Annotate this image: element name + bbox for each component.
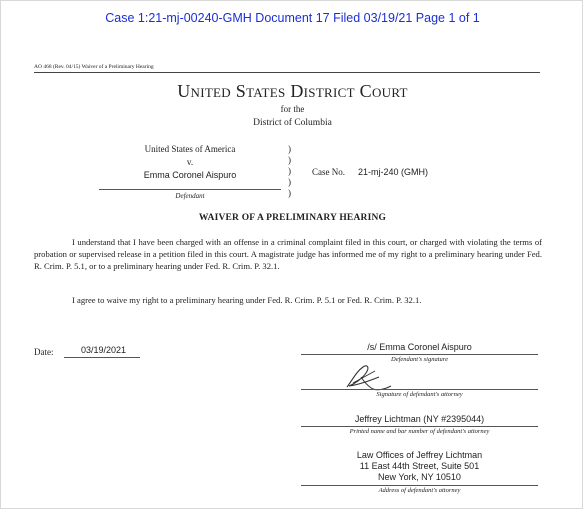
address-line-3: New York, NY 10510	[378, 472, 461, 482]
header-rule	[34, 72, 540, 73]
district-name: District of Columbia	[253, 118, 332, 128]
court-title	[1, 81, 583, 102]
caption-bracket: )	[288, 188, 291, 198]
date-rule	[64, 357, 140, 358]
attorney-name: Jeffrey Lichtman (NY #2395044)	[354, 414, 485, 424]
case-number: 21-mj-240 (GMH)	[358, 167, 429, 177]
attorney-handwritten-signature	[339, 359, 399, 393]
plaintiff-name: United States of America	[144, 144, 236, 154]
paragraph-understanding: I understand that I have been charged with an offense in a criminal complaint filed in this court, or charged with violating the terms of probation or supervised release in a petition filed in this court. A magistrate judge has informed me of my right to a preliminary hearing under Fed. R. Crim. P. 5.1, or to a preliminary hearing under Fed. R. Crim. P. 32.1.	[34, 237, 542, 271]
defendant-rule	[99, 189, 281, 190]
attorney-signature-rule	[301, 389, 538, 390]
attorney-name-rule	[301, 426, 538, 427]
court-title-text: United States District Court	[177, 81, 408, 101]
address-label: Address of defendant's attorney	[378, 487, 461, 494]
defendant-signature: /s/ Emma Coronel Aispuro	[367, 342, 472, 352]
defendant-signature-rule	[301, 354, 538, 355]
caption-bracket: )	[288, 155, 291, 165]
ecf-header: Case 1:21-mj-00240-GMH Document 17 Filed 03/19/21 Page 1 of 1	[105, 11, 480, 25]
defendant-label: Defendant	[175, 192, 205, 200]
address-rule	[301, 485, 538, 486]
date-value: 03/19/2021	[81, 345, 127, 355]
address-line-2: 11 East 44th Street, Suite 501	[359, 461, 480, 471]
case-number-label: Case No.	[312, 167, 345, 177]
caption-bracket: )	[288, 177, 291, 187]
attorney-name-label: Printed name and bar number of defendant's attorney	[349, 428, 490, 435]
caption-bracket: )	[288, 144, 291, 154]
attorney-signature-label: Signature of defendant's attorney	[376, 391, 463, 398]
date-label: Date:	[34, 347, 54, 357]
versus-text: v.	[186, 157, 194, 167]
waiver-title: WAIVER OF A PRELIMINARY HEARING	[198, 213, 387, 223]
defendant-name: Emma Coronel Aispuro	[143, 170, 237, 180]
caption-bracket: )	[288, 166, 291, 176]
defendant-signature-label: Defendant's signature	[391, 356, 448, 363]
for-the-text: for the	[280, 104, 305, 114]
form-identifier: AO 468 (Rev. 04/15) Waiver of a Preliminary Hearing	[34, 64, 154, 70]
address-line-1: Law Offices of Jeffrey Lichtman	[356, 450, 483, 460]
paragraph-agreement: I agree to waive my right to a preliminary hearing under Fed. R. Crim. P. 5.1 or Fed. R. Crim. P. 32.1.	[72, 295, 422, 305]
